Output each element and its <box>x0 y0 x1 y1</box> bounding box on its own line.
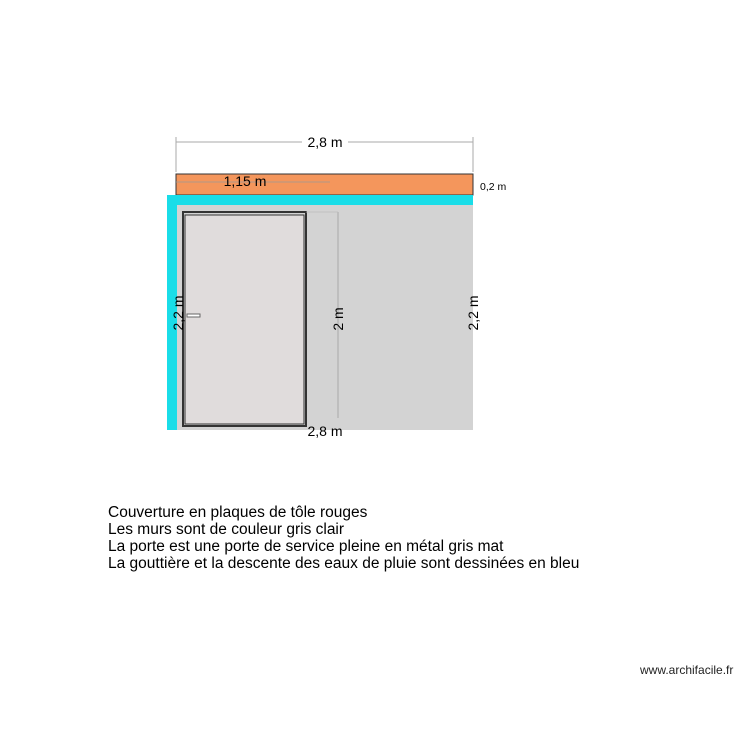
top-width-label: 2,8 m <box>307 134 343 150</box>
roof <box>176 174 473 195</box>
right-height-label: 2,2 m <box>465 295 481 331</box>
door-height-label: 2 m <box>330 307 346 331</box>
watermark: www.archifacile.fr <box>640 663 734 677</box>
note-gutter: La gouttière et la descente des eaux de pluie sont dessinées en bleu <box>108 555 580 572</box>
gutter <box>167 195 473 205</box>
note-door: La porte est une porte de service pleine en métal gris mat <box>108 538 504 555</box>
bottom-width-label: 2,8 m <box>307 423 343 439</box>
door-leaf <box>185 215 304 424</box>
notes-list <box>108 504 579 572</box>
roof-thickness-label: 0,2 m <box>480 181 507 193</box>
left-height-label: 2,2 m <box>170 295 186 331</box>
note-walls: Les murs sont de couleur gris clair <box>108 521 345 538</box>
roof-segment-label: 1,15 m <box>223 173 267 189</box>
note-roof: Couverture en plaques de tôle rouges <box>108 504 368 521</box>
door-handle <box>187 314 200 317</box>
